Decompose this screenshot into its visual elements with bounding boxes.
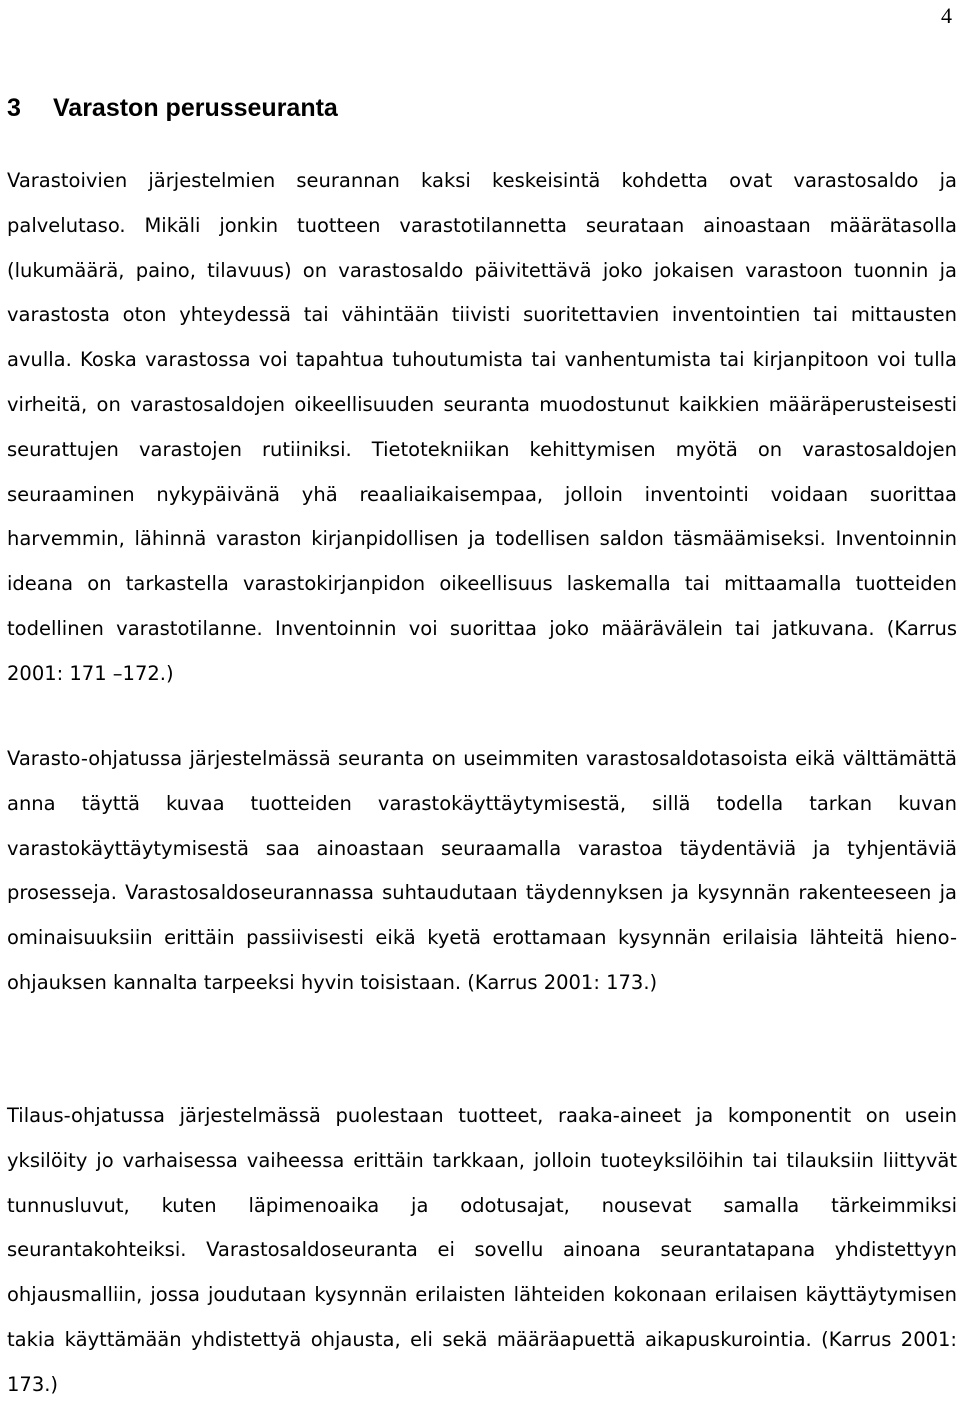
paragraph-inventory-monitoring: Varastoivien järjestelmien seurannan kaksi keskeisintä kohdetta ovat varastosaldo ja palvelutaso. Mikäli jonkin tuotteen varastotilannetta seurataan ainoastaan määrätasolla (lukumäärä, paino, tilavuus) on varastosaldo päivitettävä joko jokaisen varastoon tuonnin ja varastosta oton yhteydessä tai vähintään tiivisti suoritettavien inventointien tai mittausten avulla. Koska varastossa voi tapahtua tuhoutumista tai vanhentumista tai kirjanpitoon voi tulla virheitä, on varastosaldojen oikeellisuuden seuranta muodostunut kaikkien määräperusteisesti seurattujen varastojen rutiiniksi. Tietotekniikan kehittymisen myötä on varastosaldojen seuraaminen nykypäivänä yhä reaaliaikaisempaa, jolloin inventointi voidaan suorittaa harvemmin, lähinnä varaston kirjanpidollisen ja todellisen saldon täsmäämiseksi. Inventoinnin ideana on tarkastella varastokirjanpidon oikeellisuus laskemalla tai mittaamalla tuotteiden todellinen varastotilanne. Inventoinnin voi suorittaa joko määrävälein tai jatkuvana. (Karrus 2001: 171 –172.) <box>7 169 957 685</box>
section-heading <box>7 92 338 124</box>
section-number: 3 <box>7 94 21 122</box>
paragraph-order-driven-system: Tilaus-ohjatussa järjestelmässä puolestaan tuotteet, raaka-aineet ja komponentit on usein yksilöity jo varhaisessa vaiheessa erittäin tarkkaan, jolloin tuoteyksilöihin tai tilauksiin liittyvät tunnusluvut, kuten läpimenoaika ja odotusajat, nousevat samalla tärkeimmiksi seurantakohteiksi. Varastosaldoseuranta ei sovellu ainoana seurantatapana yhdistettyyn ohjausmalliin, jossa joudutaan kysynnän erilaisten lähteiden kokonaan erilaisen käyttäytymisen takia käyttämään yhdistettyä ohjausta, eli sekä määräapuettä aikapuskurointia. (Karrus 2001: 173.) <box>7 1104 957 1396</box>
paragraph-stock-driven-system: Varasto-ohjatussa järjestelmässä seuranta on useimmiten varastosaldotasoista eikä välttämättä anna täyttä kuvaa tuotteiden varastokäyttäytymisestä, sillä todella tarkan kuvan varastokäyttäytymisestä saa ainoastaan seuraamalla varastoa täydentäviä ja tyhjentäviä prosesseja. Varastosaldoseurannassa suhtaudutaan täydennyksen ja kysynnän rakenteeseen ja ominaisuuksiin erittäin passiivisesti eikä kyetä erottamaan kysynnän erilaisia lähteitä hieno-ohjauksen kannalta tarpeeksi hyvin toisistaan. (Karrus 2001: 173.) <box>7 747 957 994</box>
page-number: 4 <box>941 3 952 28</box>
section-title: Varaston perusseuranta <box>53 94 338 122</box>
